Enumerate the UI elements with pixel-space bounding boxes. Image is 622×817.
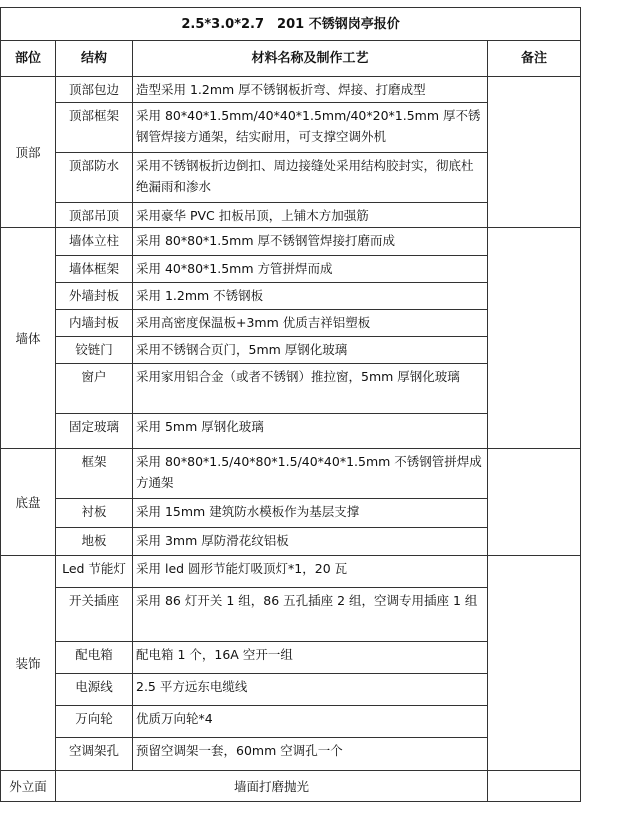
table-row-item: 外墙封板 [56,283,133,310]
remark-cell [488,556,581,771]
table-row-desc: 采用豪华 PVC 扣板吊顶，上铺木方加强筋 [133,203,488,228]
header-structure: 结构 [56,41,133,77]
table-row-item: 万向轮 [56,706,133,738]
table-row-desc: 采用高密度保温板+3mm 优质吉祥铝塑板 [133,310,488,337]
table-row-item: 开关插座 [56,588,133,642]
table-row-desc: 2.5 平方远东电缆线 [133,674,488,706]
table-row-desc: 采用 40*80*1.5mm 方管拼焊而成 [133,256,488,283]
table-row-item: 墙体框架 [56,256,133,283]
table-row-item: 墙体立柱 [56,228,133,256]
facade-desc: 墙面打磨抛光 [56,771,488,802]
table-row-item: 空调架孔 [56,738,133,771]
table-row-desc: 配电箱 1 个，16A 空开一组 [133,642,488,674]
table-row-desc: 采用 3mm 厚防滑花纹铝板 [133,528,488,556]
table-row-item: 顶部框架 [56,103,133,153]
table-row-item: 地板 [56,528,133,556]
header-part: 部位 [1,41,56,77]
table-row-desc: 采用 80*40*1.5mm/40*40*1.5mm/40*20*1.5mm 厚不锈钢管焊接方通架，结实耐用，可支撑空调外机 [133,103,488,153]
table-row-desc: 采用 80*80*1.5mm 厚不锈钢管焊接打磨而成 [133,228,488,256]
section-decoration: 装饰 [1,556,56,771]
table-row-item: 衬板 [56,499,133,528]
remark-cell [488,771,581,802]
table-row-desc: 采用家用铝合金（或者不锈钢）推拉窗，5mm 厚钢化玻璃 [133,364,488,414]
table-row-item: 顶部包边 [56,77,133,103]
section-base: 底盘 [1,449,56,556]
table-row-desc: 采用 15mm 建筑防水模板作为基层支撑 [133,499,488,528]
remark-cell [488,449,581,556]
section-roof: 顶部 [1,77,56,228]
quote-table [0,7,581,802]
table-row-item: 顶部防水 [56,153,133,203]
table-row-item: 窗户 [56,364,133,414]
table-row-item: 配电箱 [56,642,133,674]
table-row-item: 顶部吊顶 [56,203,133,228]
table-row-desc: 预留空调架一套，60mm 空调孔一个 [133,738,488,771]
section-wall: 墙体 [1,228,56,449]
table-row-item: 内墙封板 [56,310,133,337]
table-row-desc: 采用 80*80*1.5/40*80*1.5/40*40*1.5mm 不锈钢管拼焊成方通架 [133,449,488,499]
table-row-item: 框架 [56,449,133,499]
table-row-item: Led 节能灯 [56,556,133,588]
section-facade: 外立面 [1,771,56,802]
table-row-desc: 采用 1.2mm 不锈钢板 [133,283,488,310]
table-row-desc: 采用 led 圆形节能灯吸顶灯*1，20 瓦 [133,556,488,588]
table-row-item: 固定玻璃 [56,414,133,449]
table-row-desc: 采用 86 灯开关 1 组，86 五孔插座 2 组，空调专用插座 1 组 [133,588,488,642]
table-row-desc: 采用不锈钢合页门，5mm 厚钢化玻璃 [133,337,488,364]
table-row-desc: 优质万向轮*4 [133,706,488,738]
header-remark: 备注 [488,41,581,77]
table-row-desc: 采用不锈钢板折边倒扣、周边接缝处采用结构胶封实，彻底杜绝漏雨和渗水 [133,153,488,203]
header-material: 材料名称及制作工艺 [133,41,488,77]
table-row-item: 电源线 [56,674,133,706]
table-row-desc: 采用 5mm 厚钢化玻璃 [133,414,488,449]
table-row-desc: 造型采用 1.2mm 厚不锈钢板折弯、焊接、打磨成型 [133,77,488,103]
remark-cell [488,77,581,228]
remark-cell [488,228,581,449]
table-row-item: 铰链门 [56,337,133,364]
table-title: 2.5*3.0*2.7 201 不锈钢岗亭报价 [1,8,581,41]
